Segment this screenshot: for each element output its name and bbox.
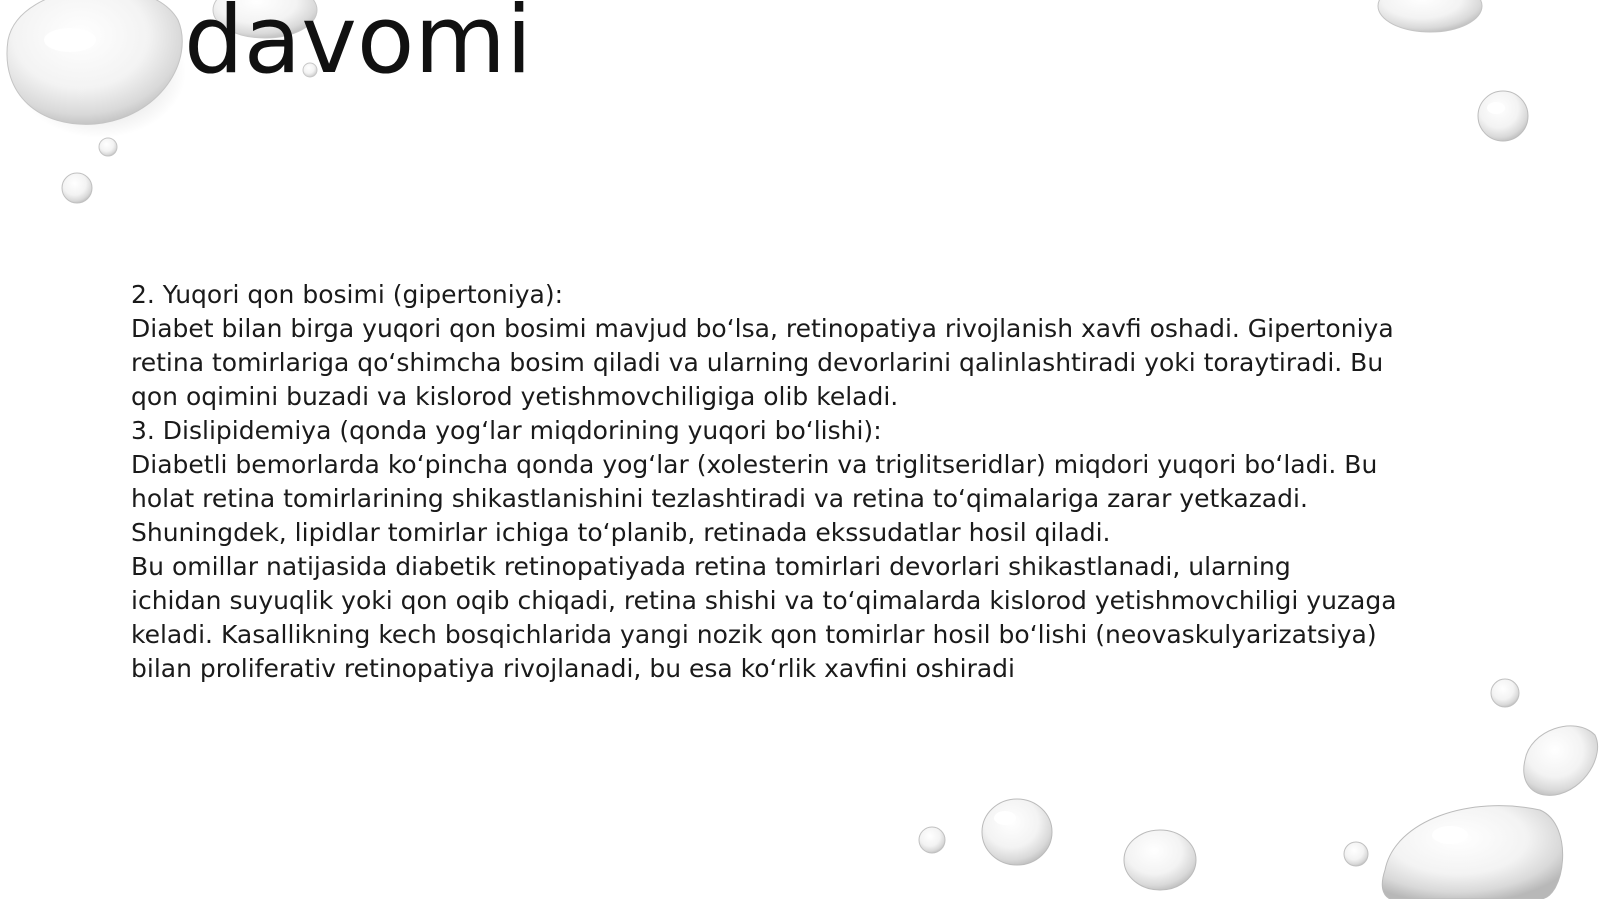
drop-top-left-large (7, 0, 186, 138)
slide-title: davomi (184, 0, 533, 95)
body-line: Shuningdek, lipidlar tomirlar ichiga to‘planib, retinada ekssudatlar hosil qiladi. (131, 518, 1111, 547)
body-line: 3. Dislipidemiya (qonda yog‘lar miqdorining yuqori bo‘lishi): (131, 416, 882, 445)
slide-body (131, 278, 1531, 686)
body-line: bilan proliferativ retinopatiya rivojlanadi, bu esa ko‘rlik xavfini oshiradi (131, 654, 1015, 683)
body-line: 2. Yuqori qon bosimi (gipertoniya): (131, 280, 563, 309)
body-line: qon oqimini buzadi va kislorod yetishmovchiligiga olib keladi. (131, 382, 899, 411)
drop-right-side (1491, 679, 1598, 795)
body-line: holat retina tomirlarining shikastlanishini tezlashtiradi va retina to‘qimalariga zarar yetkazadi. (131, 484, 1308, 513)
body-line: Diabetli bemorlarda ko‘pincha qonda yog‘lar (xolesterin va triglitseridlar) miqdori yuqori bo‘ladi. Bu (131, 450, 1378, 479)
body-line: Bu omillar natijasida diabetik retinopatiyada retina tomirlari devorlari shikastlanadi, ularning (131, 552, 1291, 581)
body-line: ichidan suyuqlik yoki qon oqib chiqadi, retina shishi va to‘qimalarda kislorod yetishmovchiligi yuzaga (131, 586, 1397, 615)
drop-top-right (1378, 0, 1528, 141)
body-line: Diabet bilan birga yuqori qon bosimi mavjud bo‘lsa, retinopatiya rivojlanish xavfi oshadi. Gipertoniya (131, 314, 1394, 343)
body-line: retina tomirlariga qo‘shimcha bosim qiladi va ularning devorlarini qalinlashtiradi yoki toraytiradi. Bu (131, 348, 1384, 377)
drop-bottom-cluster (919, 799, 1563, 899)
body-line: keladi. Kasallikning kech bosqichlarida yangi nozik qon tomirlar hosil bo‘lishi (neovaskulyarizatsiya) (131, 620, 1377, 649)
